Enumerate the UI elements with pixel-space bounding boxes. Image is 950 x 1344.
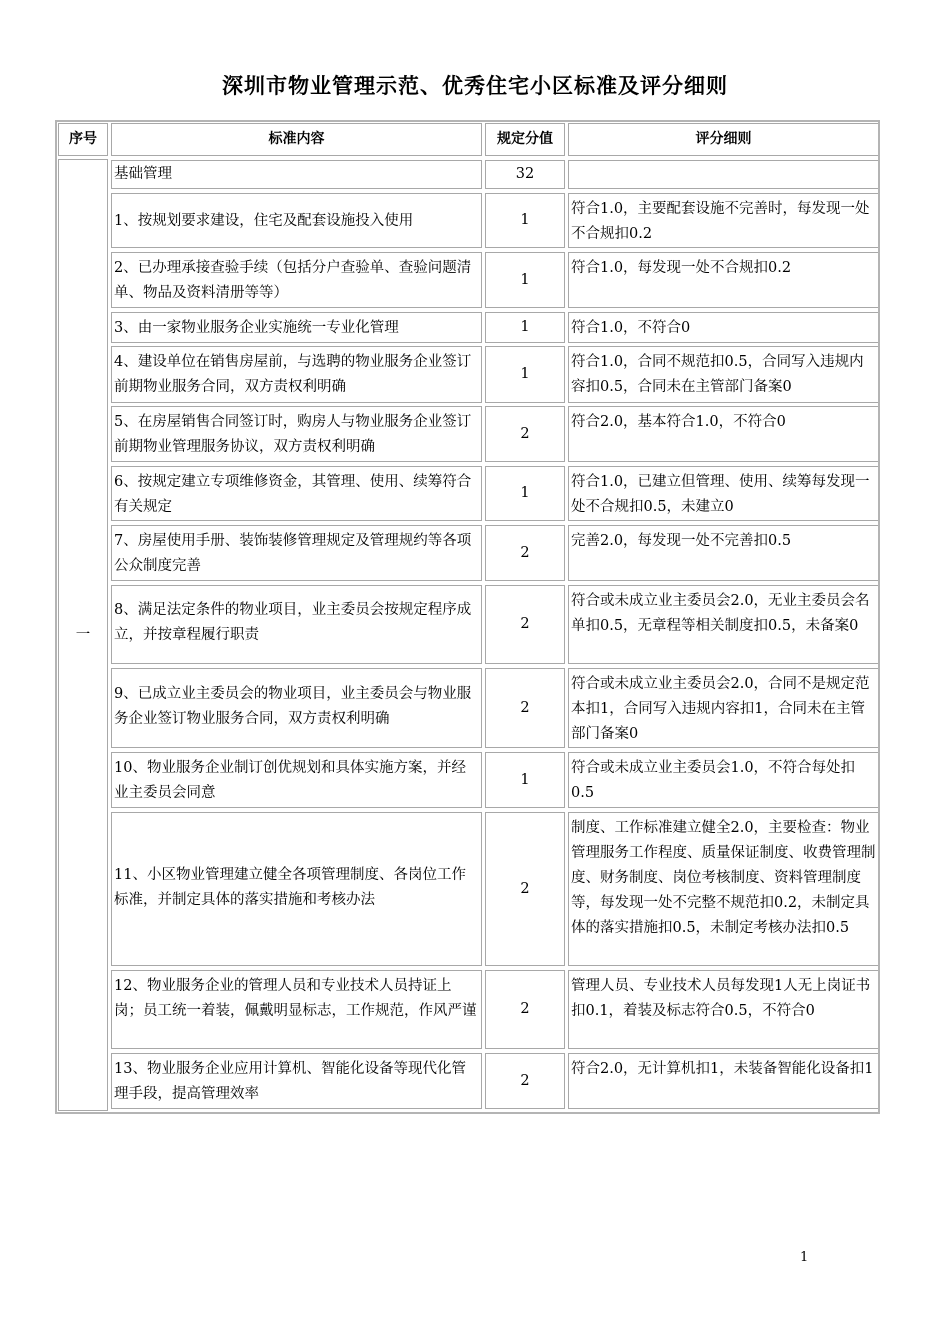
row-score: 2 bbox=[485, 812, 565, 966]
header-seq: 序号 bbox=[58, 123, 108, 156]
row-rule: 符合1.0，已建立但管理、使用、续筹每发现一处不合规扣0.5，未建立0 bbox=[568, 466, 879, 521]
section-name: 基础管理 bbox=[111, 160, 482, 189]
section-rule bbox=[568, 160, 879, 189]
row-content: 5、在房屋销售合同签订时，购房人与物业服务企业签订前期物业管理服务协议，双方责权利明确 bbox=[111, 406, 482, 462]
row-score: 2 bbox=[485, 525, 565, 581]
row-rule: 符合1.0，主要配套设施不完善时，每发现一处不合规扣0.2 bbox=[568, 193, 879, 248]
row-rule: 完善2.0，每发现一处不完善扣0.5 bbox=[568, 525, 879, 581]
row-content: 12、物业服务企业的管理人员和专业技术人员持证上岗；员工统一着装，佩戴明显标志，工作规范，作风严谨 bbox=[111, 970, 482, 1049]
row-content: 6、按规定建立专项维修资金，其管理、使用、续筹符合有关规定 bbox=[111, 466, 482, 521]
row-content: 10、物业服务企业制订创优规划和具体实施方案，并经业主委员会同意 bbox=[111, 752, 482, 808]
row-rule: 符合1.0，不符合0 bbox=[568, 312, 879, 343]
row-rule: 符合2.0，基本符合1.0，不符合0 bbox=[568, 406, 879, 462]
row-rule: 符合或未成立业主委员会1.0，不符合每处扣0.5 bbox=[568, 752, 879, 808]
row-rule: 符合1.0，合同不规范扣0.5，合同写入违规内容扣0.5，合同未在主管部门备案0 bbox=[568, 346, 879, 403]
row-score: 1 bbox=[485, 252, 565, 308]
section-seq: 一 bbox=[58, 159, 108, 1111]
header-score: 规定分值 bbox=[485, 123, 565, 156]
page-number: 1 bbox=[800, 1250, 809, 1265]
row-content: 1、按规划要求建设，住宅及配套设施投入使用 bbox=[111, 193, 482, 248]
row-score: 1 bbox=[485, 752, 565, 808]
row-score: 1 bbox=[485, 193, 565, 248]
row-rule: 符合1.0，每发现一处不合规扣0.2 bbox=[568, 252, 879, 308]
row-score: 1 bbox=[485, 312, 565, 343]
row-rule: 制度、工作标准建立健全2.0，主要检查：物业管理服务工作程度、质量保证制度、收费管理制度、财务制度、岗位考核制度、资料管理制度等，每发现一处不完整不规范扣0.2，未制定具体的落实措施扣0.5，未制定考核办法扣0.5 bbox=[568, 812, 879, 966]
row-score: 1 bbox=[485, 346, 565, 403]
row-content: 8、满足法定条件的物业项目，业主委员会按规定程序成立，并按章程履行职责 bbox=[111, 585, 482, 664]
section-score: 32 bbox=[485, 160, 565, 189]
row-score: 2 bbox=[485, 585, 565, 664]
row-content: 11、小区物业管理建立健全各项管理制度、各岗位工作标准，并制定具体的落实措施和考核办法 bbox=[111, 812, 482, 966]
row-content: 2、已办理承接查验手续（包括分户查验单、查验问题清单、物品及资料清册等等） bbox=[111, 252, 482, 308]
row-rule: 符合或未成立业主委员会2.0，无业主委员会名单扣0.5，无章程等相关制度扣0.5，未备案0 bbox=[568, 585, 879, 664]
row-content: 4、建设单位在销售房屋前，与选聘的物业服务企业签订前期物业服务合同，双方责权利明确 bbox=[111, 346, 482, 403]
header-rule: 评分细则 bbox=[568, 123, 879, 156]
row-content: 7、房屋使用手册、装饰装修管理规定及管理规约等各项公众制度完善 bbox=[111, 525, 482, 581]
row-score: 2 bbox=[485, 1053, 565, 1109]
row-score: 2 bbox=[485, 970, 565, 1049]
header-content: 标准内容 bbox=[111, 123, 482, 156]
row-score: 2 bbox=[485, 406, 565, 462]
page-title: 深圳市物业管理示范、优秀住宅小区标准及评分细则 bbox=[222, 74, 728, 98]
row-rule: 管理人员、专业技术人员每发现1人无上岗证书扣0.1，着装及标志符合0.5，不符合0 bbox=[568, 970, 879, 1049]
row-score: 2 bbox=[485, 668, 565, 748]
row-content: 3、由一家物业服务企业实施统一专业化管理 bbox=[111, 312, 482, 343]
row-rule: 符合或未成立业主委员会2.0，合同不是规定范本扣1，合同写入违规内容扣1，合同未在主管部门备案0 bbox=[568, 668, 879, 748]
row-rule: 符合2.0，无计算机扣1，未装备智能化设备扣1 bbox=[568, 1053, 879, 1109]
row-content: 13、物业服务企业应用计算机、智能化设备等现代化管理手段，提高管理效率 bbox=[111, 1053, 482, 1109]
row-content: 9、已成立业主委员会的物业项目，业主委员会与物业服务企业签订物业服务合同，双方责权利明确 bbox=[111, 668, 482, 748]
row-score: 1 bbox=[485, 466, 565, 521]
